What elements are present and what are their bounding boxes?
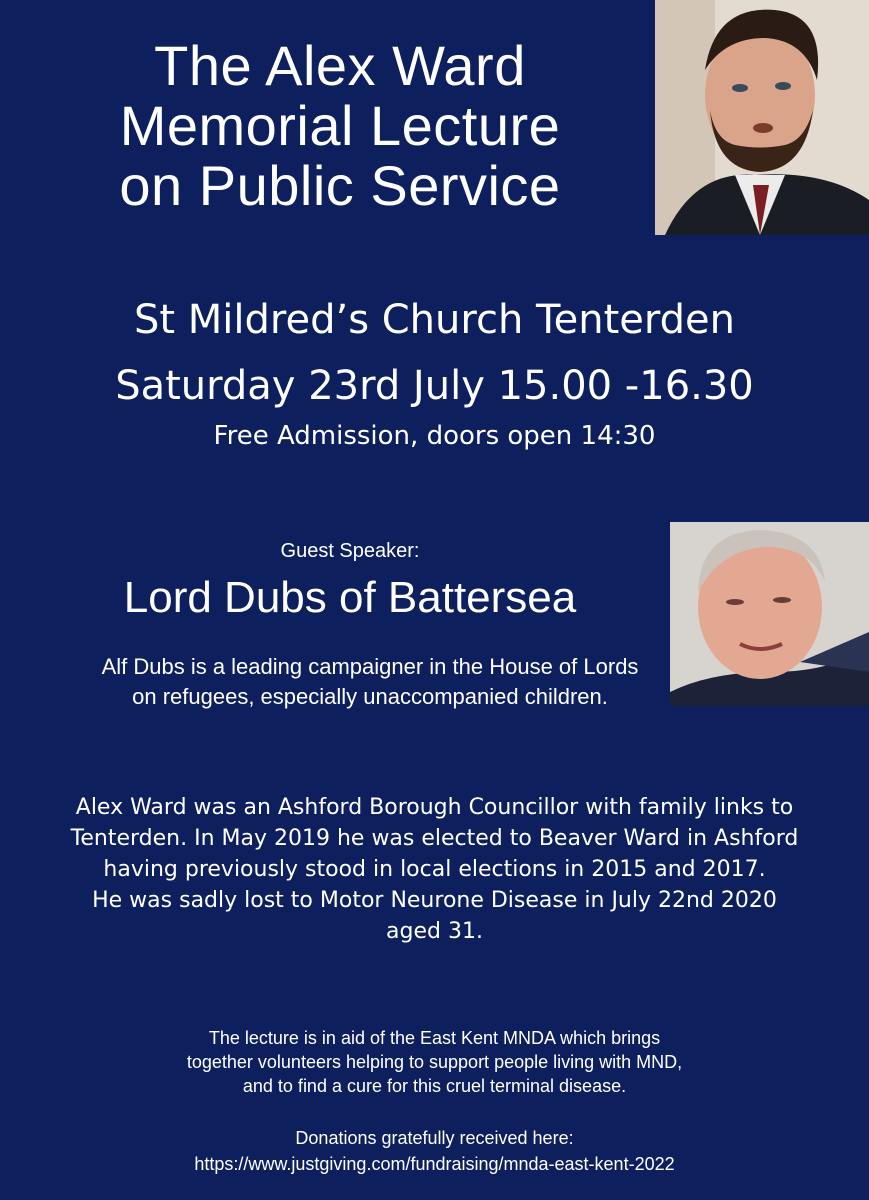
guest-desc-line-2: on refugees, especially unaccompanied children. [132,684,608,709]
lord-dubs-photo [670,522,869,706]
guest-desc-line-1: Alf Dubs is a leading campaigner in the House of Lords [101,654,639,679]
cause-line-2: together volunteers helping to support people living with MND, [186,1052,683,1072]
guest-speaker-description [0,652,740,712]
poster-title [30,36,650,216]
bio-line-2: Tenterden. In May 2019 he was elected to Beaver Ward in Ashford [70,826,799,851]
cause-line-3: and to find a cure for this cruel terminal disease. [242,1076,627,1096]
bio-line-3: having previously stood in local elections in 2015 and 2017. [103,857,766,882]
guest-speaker-name: Lord Dubs of Battersea [123,573,577,622]
donations-label: Donations gratefully received here: [295,1128,574,1148]
lord-dubs-portrait-image [670,522,869,706]
venue-text: St Mildred’s Church Tenterden [134,297,735,343]
title-line-1: The Alex Ward [154,34,526,97]
admission-text: Free Admission, doors open 14:30 [213,421,656,451]
cause-line-1: The lecture is in aid of the East Kent MNDA which brings [208,1028,661,1048]
alex-ward-portrait-image [655,0,869,235]
alex-ward-biography [0,792,869,947]
date-time-text: Saturday 23rd July 15.00 -16.30 [115,363,754,409]
charity-cause-text [0,1026,869,1098]
bio-line-4: He was sadly lost to Motor Neurone Disease in July 22nd 2020 [92,888,777,913]
title-line-2: Memorial Lecture [119,94,561,157]
bio-line-1: Alex Ward was an Ashford Borough Councillor with family links to [75,795,794,820]
alex-ward-photo [655,0,869,235]
bio-line-5: aged 31. [386,919,483,944]
title-line-3: on Public Service [119,154,561,217]
donations-url-link[interactable]: https://www.justgiving.com/fundraising/mnda-east-kent-2022 [194,1154,675,1174]
guest-speaker-label: Guest Speaker: [280,540,420,562]
